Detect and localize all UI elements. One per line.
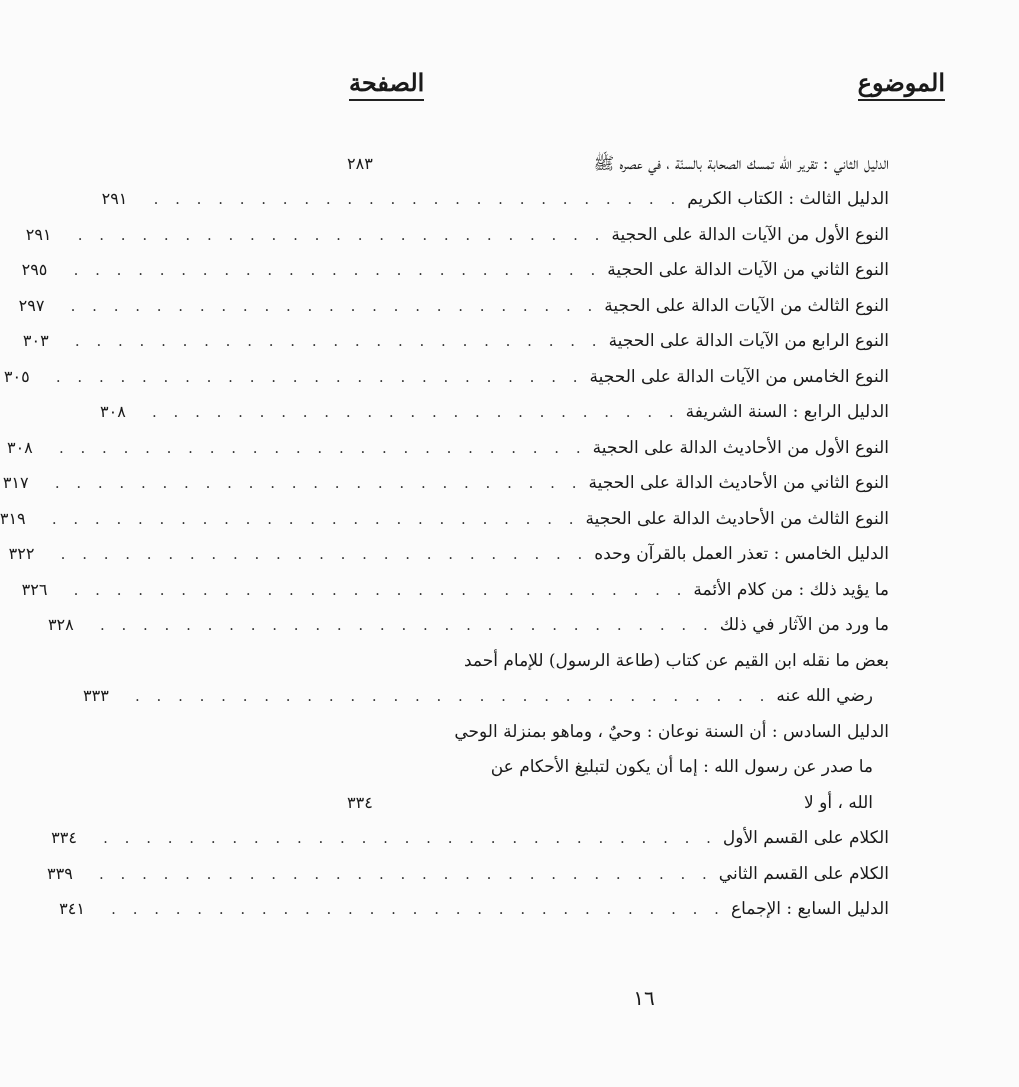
leader-dots: . . . . . . . . . . . . . . . . . . . . . . . . . . . . . <box>99 864 713 883</box>
toc-entry-title: رضي الله عنه <box>776 686 873 706</box>
leader-dots: . . . . . . . . . . . . . . . . . . . . . . . . . . . . . <box>103 829 717 847</box>
toc-entry-page: ٣٠٨ <box>100 402 126 421</box>
toc-entry-title: الله ، أو لا <box>804 792 873 813</box>
leader-dots: . . . . . . . . . . . . . . . . . . . . . . . . . <box>54 474 583 492</box>
leader-dots: . . . . . . . . . . . . . . . . . . . . . . . . . . . . . <box>111 900 725 918</box>
toc-entry <box>100 389 889 425</box>
page-column-heading: الصفحة <box>349 68 424 101</box>
toc-entry-title: ما ورد من الآثار في ذلك <box>719 615 889 635</box>
toc-entry <box>25 211 889 247</box>
toc-entry <box>21 247 889 283</box>
toc-entry-title: الدليل الثاني : تقرير الله تمسك الصحابة بالسنّة ، في عصره ﷺ <box>593 153 889 174</box>
toc-entry-page: ٢٩١ <box>25 224 52 244</box>
toc-entry-title: الدليل الخامس : تعذر العمل بالقرآن وحده <box>594 544 889 564</box>
toc-entry-title: النوع الثاني من الآيات الدالة على الحجية <box>607 260 889 280</box>
toc-entry-title: النوع الخامس من الآيات الدالة على الحجية <box>589 366 889 387</box>
toc-entry <box>6 424 889 460</box>
toc-entry-page: ٣٤١ <box>59 899 85 918</box>
toc-entry <box>2 460 889 496</box>
toc-header <box>349 68 945 108</box>
toc-entry <box>347 779 889 815</box>
toc-entry <box>47 602 889 638</box>
toc-entry <box>101 176 889 212</box>
leader-dots: . . . . . . . . . . . . . . . . . . . . . . . . . <box>153 190 682 208</box>
toc-multiline-entry <box>347 708 889 744</box>
leader-dots: . . . . . . . . . . . . . . . . . . . . . . . . . <box>58 438 587 457</box>
page-number: ١٦ <box>633 986 655 1010</box>
toc-entry-title: الدليل الرابع : السنة الشريفة <box>685 402 889 422</box>
toc-entry-page: ٣٣٩ <box>47 863 73 883</box>
topic-column-heading: الموضوع <box>858 68 945 101</box>
toc-entry <box>3 353 889 389</box>
toc-entry-title: ما يؤيد ذلك : من كلام الأئمة <box>693 579 889 600</box>
toc-multiline-entry <box>347 744 889 780</box>
toc-entry-page: ٣٠٨ <box>6 437 33 457</box>
toc-entry <box>51 815 889 851</box>
toc-entry-page: ٣٣٤ <box>51 828 77 847</box>
toc-entry <box>83 673 889 709</box>
leader-dots: . . . . . . . . . . . . . . . . . . . . . . . . . <box>70 296 599 315</box>
toc-entry-page: ٣٣٣ <box>83 686 109 705</box>
toc-entry-page: ٣٠٣ <box>22 331 49 350</box>
toc-entry <box>8 531 889 567</box>
leader-dots: . . . . . . . . . . . . . . . . . . . . . . . . . . . . . <box>73 580 688 599</box>
leader-dots: . . . . . . . . . . . . . . . . . . . . . . . . . <box>74 332 603 350</box>
leader-dots: . . . . . . . . . . . . . . . . . . . . . . . . . . . . . <box>99 616 714 634</box>
toc-entry <box>59 886 889 922</box>
leader-dots: . . . . . . . . . . . . . . . . . . . . . . . . . <box>77 225 606 244</box>
toc-entry <box>22 318 889 354</box>
toc-entry-page: ٣٣٤ <box>347 792 373 812</box>
toc-entry-title: النوع الأول من الآيات الدالة على الحجية <box>611 224 889 245</box>
toc-entry-title: النوع الثالث من الآيات الدالة على الحجية <box>604 295 889 316</box>
toc-entry <box>47 850 889 886</box>
toc-entry-line: الدليل السادس : أن السنة نوعان : وحيٌ ، وماهو بمنزلة الوحي <box>454 721 889 742</box>
leader-dots: . . . . . . . . . . . . . . . . . . . . . . . . . <box>51 509 580 528</box>
toc-entry-page: ٣١٧ <box>2 473 29 492</box>
toc-entry-page: ٣٢٢ <box>8 544 35 563</box>
toc-entry-title: الدليل السابع : الإجماع <box>730 899 889 919</box>
toc-entry-title: النوع الرابع من الآيات الدالة على الحجية <box>608 331 889 351</box>
toc-entry-title: النوع الأول من الأحاديث الدالة على الحجية <box>592 437 889 458</box>
toc-entry-line: ما صدر عن رسول الله : إما أن يكون لتبليغ الأحكام عن <box>490 757 873 777</box>
toc-entry <box>347 140 889 176</box>
toc-entry-title: النوع الثاني من الأحاديث الدالة على الحجية <box>588 473 889 493</box>
leader-dots: . . . . . . . . . . . . . . . . . . . . . . . . . <box>60 545 589 563</box>
toc-multiline-entry <box>347 637 889 673</box>
toc-entry-page: ٣٠٥ <box>3 366 30 386</box>
toc-entry <box>0 495 889 531</box>
toc-entry <box>21 566 889 602</box>
toc-entry-page: ٢٨٣ <box>347 153 373 173</box>
leader-dots: . . . . . . . . . . . . . . . . . . . . . . . . . <box>55 367 584 386</box>
toc-entry-title: الدليل الثالث : الكتاب الكريم <box>687 189 889 209</box>
toc-entry-page: ٢٩١ <box>101 189 128 208</box>
toc-entry-page: ٣١٩ <box>0 508 26 528</box>
toc-entry-title: الكلام على القسم الأول <box>722 828 889 848</box>
toc-entry <box>18 282 889 318</box>
leader-dots: . . . . . . . . . . . . . . . . . . . . . . . . . . . . . . <box>135 687 771 705</box>
toc-entry-page: ٣٢٨ <box>47 615 74 634</box>
toc-entry-page: ٢٩٥ <box>21 260 48 279</box>
toc-entry-title: النوع الثالث من الأحاديث الدالة على الحجية <box>585 508 889 529</box>
toc-entry-line: بعض ما نقله ابن القيم عن كتاب (طاعة الرسول) للإمام أحمد <box>464 650 889 671</box>
toc-entry-title: الكلام على القسم الثاني <box>718 863 889 884</box>
leader-dots: . . . . . . . . . . . . . . . . . . . . . . . . . <box>152 403 680 421</box>
toc-entry-page: ٢٩٧ <box>18 295 45 315</box>
table-of-contents <box>0 140 889 921</box>
toc-entry-page: ٣٢٦ <box>21 579 48 599</box>
leader-dots: . . . . . . . . . . . . . . . . . . . . . . . . . <box>73 261 602 279</box>
